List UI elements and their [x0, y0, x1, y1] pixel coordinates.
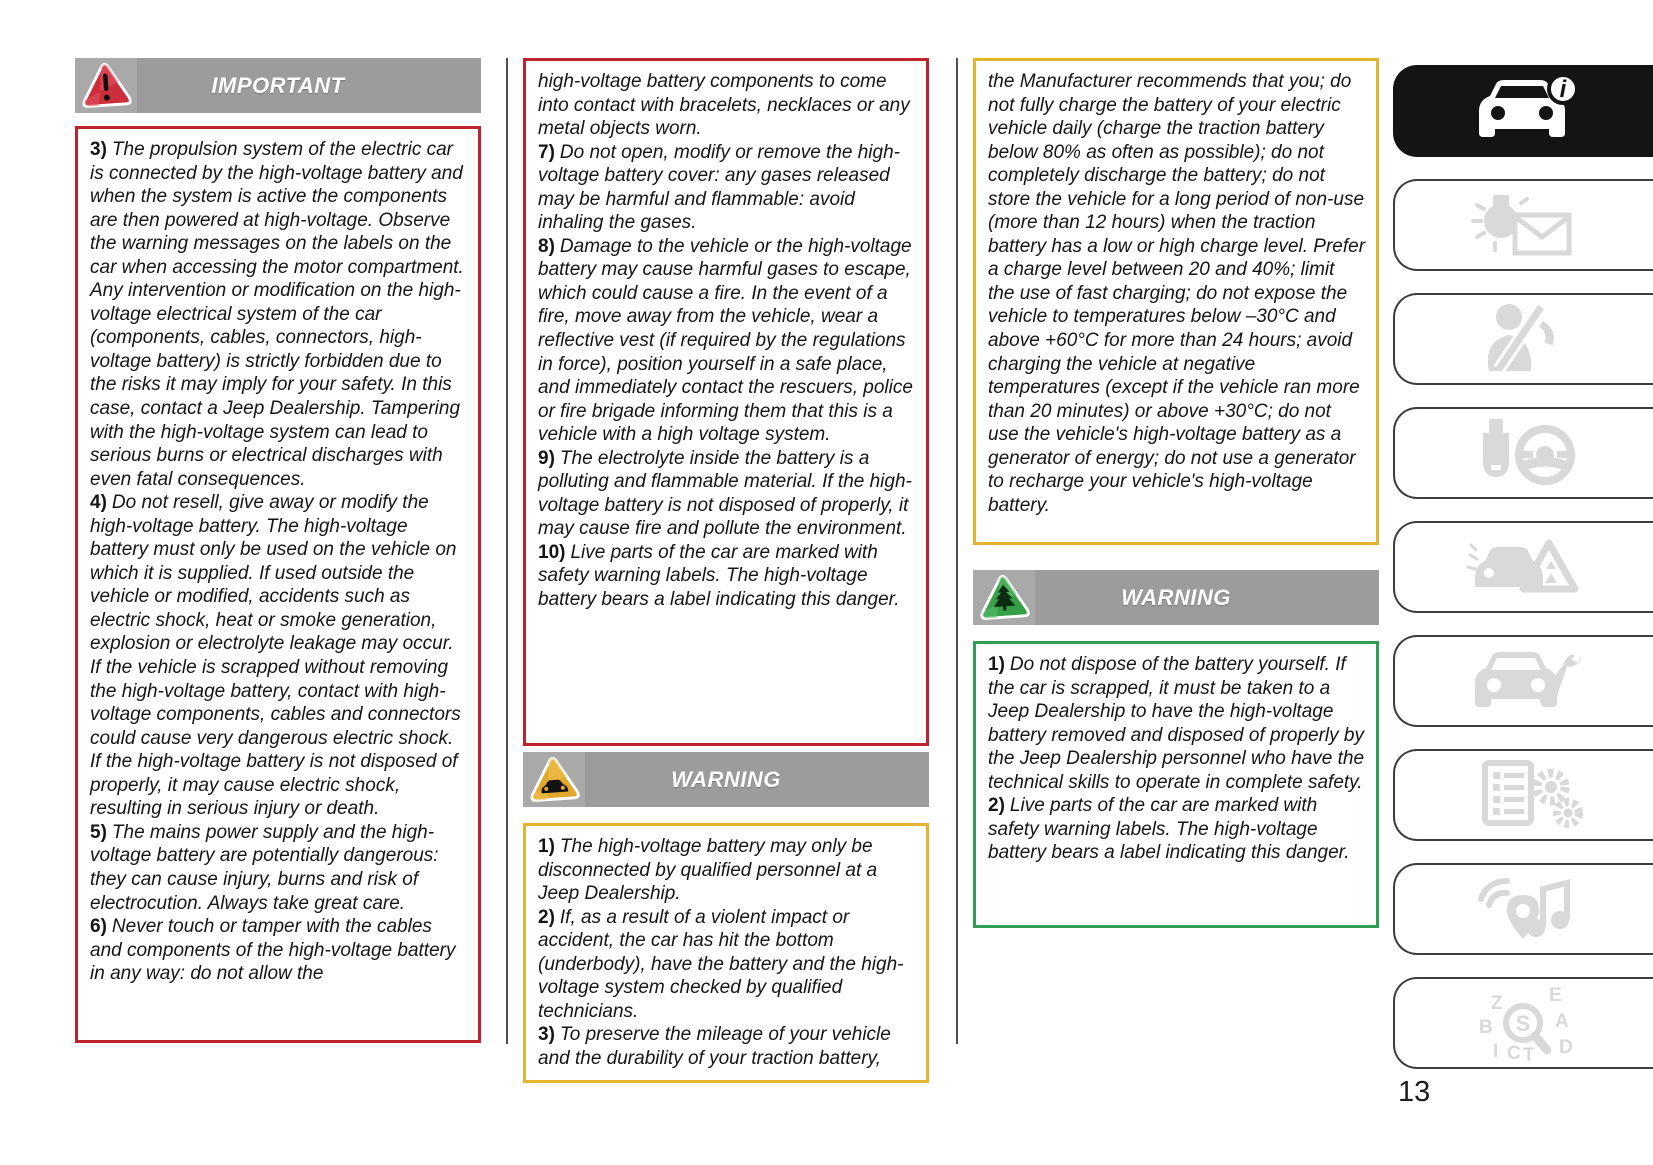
instruction-item	[90, 821, 468, 915]
warning-header-environment	[973, 570, 1379, 625]
item-number: 1)	[538, 836, 555, 857]
warning-box-vehicle-part1	[523, 823, 929, 1083]
section-title: WARNING	[1121, 584, 1231, 610]
item-text: Damage to the vehicle or the high-voltage battery may cause harmful gases to escape, which could cause a fire. In the event of a fire, move away from the vehicle, wear a reflective vest (if required by the regulations in force), position yourself in a safe place, and immediately contact the rescuers, police or fire brigade informing them that this is a vehicle with a high voltage system.	[538, 235, 913, 446]
item-text: Do not resell, give away or modify the high-voltage battery. The high-voltage battery must only be used on the vehicle on which it is supplied. If used outside the vehicle or modified, accidents such as electric shock, heat or smoke generation, explosion or electrolyte leakage may occur. If the vehicle is scrapped without removing the high-voltage battery, contact with high-voltage components, cables and connectors could cause very dangerous electric shock. If the high-voltage battery is not disposed of properly, it may cause electric shock, resulting in serious injury or death.	[90, 492, 461, 820]
svg-text:S: S	[1515, 1011, 1531, 1036]
svg-text:C: C	[1507, 1043, 1521, 1063]
column-divider	[956, 58, 958, 1044]
item-text: Live parts of the car are marked with safety warning labels. The high-voltage battery bears a label indicating this danger.	[988, 795, 1350, 864]
key-steering-wheel-icon	[1450, 413, 1600, 493]
tab-keys-messages[interactable]	[1393, 179, 1653, 271]
tab-occupant-safety[interactable]	[1393, 293, 1653, 385]
item-text: To preserve the mileage of your vehicle and the durability of your traction battery,	[538, 1024, 891, 1069]
tab-technical-data[interactable]	[1393, 749, 1653, 841]
item-number: 10)	[538, 541, 566, 563]
item-text: The electrolyte inside the battery is a polluting and flammable material. If the high-voltage battery is not disposed of properly, it may cause fire and pollute the environment.	[538, 447, 912, 540]
warning-box-environment	[973, 641, 1379, 928]
document-gears-icon	[1450, 755, 1600, 835]
item-number: 5)	[90, 821, 107, 843]
svg-text:A: A	[1555, 1011, 1569, 1032]
item-number: 9)	[538, 447, 555, 469]
item-text: Never touch or tamper with the cables and components of the high-voltage battery in any way: do not allow the	[90, 916, 456, 985]
instruction-item	[90, 491, 468, 821]
item-text: Do not dispose of the battery yourself. If the car is scrapped, it must be taken to a Jeep Dealership to have the high-voltage battery removed and disposed of properly by the Jeep Dealership personnel who have the technical skills to operate in complete safety.	[988, 654, 1365, 793]
page-number: 13	[1398, 1076, 1431, 1108]
tab-index-search[interactable]	[1393, 977, 1653, 1069]
item-text: high-voltage battery components to come into contact with bracelets, necklaces or any metal objects worn.	[538, 71, 910, 140]
svg-text:E: E	[1549, 985, 1562, 1006]
text-column-1	[75, 58, 481, 1043]
svg-text:D: D	[1559, 1037, 1573, 1058]
tab-servicing-care[interactable]	[1393, 635, 1653, 727]
warning-header-vehicle	[523, 752, 929, 807]
item-text: Live parts of the car are marked with safety warning labels. The high-voltage battery bears a label indicating this danger.	[538, 541, 900, 611]
car-crash-triangle-icon	[1450, 527, 1600, 607]
item-number: 7)	[538, 141, 555, 163]
item-number: 3)	[538, 1024, 555, 1046]
column-divider	[506, 58, 508, 1044]
instruction-item	[538, 141, 916, 235]
index-search-icon	[1450, 983, 1600, 1063]
section-title: IMPORTANT	[211, 72, 345, 98]
item-number: 2)	[538, 906, 555, 928]
item-text: If, as a result of a violent impact or accident, the car has hit the bottom (underbody), have the battery and the high-voltage system checked by qualified technicians.	[538, 906, 904, 1022]
tab-vehicle-info[interactable]	[1393, 65, 1653, 157]
svg-text:I: I	[1493, 1041, 1499, 1062]
item-text: The high-voltage battery may only be disconnected by qualified personnel at a Jeep Dealership.	[538, 836, 878, 905]
instruction-item	[988, 653, 1366, 794]
important-box-part2	[523, 58, 929, 746]
instruction-item	[988, 794, 1366, 865]
seatbelt-person-icon	[1450, 299, 1600, 379]
item-text: The propulsion system of the electric car is connected by the high-voltage battery and when the system is active the components are then powered at high-voltage. Observe the warning messages on the labels on the car when accessing the motor compartment. Any intervention or modification on the high-voltage electrical system of the car (components, cables, connectors, high-voltage battery) is strictly forbidden due to the risks it may imply for your safety. In this case, contact a Jeep Dealership. Tampering with the high-voltage system can lead to serious burns or electrical discharges with even fatal consequences.	[90, 139, 464, 490]
instruction-item	[538, 235, 916, 447]
text-column-3	[973, 58, 1379, 928]
instruction-item	[90, 138, 468, 491]
instruction-item	[538, 906, 916, 1024]
item-text: Do not open, modify or remove the high-voltage battery cover: any gases released may be harmful and flammable: avoid inhaling the gases.	[538, 141, 900, 234]
warning-box-vehicle-part2	[973, 58, 1379, 545]
item-number: 6)	[90, 916, 107, 938]
instruction-item	[988, 70, 1366, 517]
section-title: WARNING	[671, 766, 781, 792]
key-envelope-icon	[1450, 185, 1600, 265]
tab-starting-driving[interactable]	[1393, 407, 1653, 499]
instruction-item	[538, 70, 916, 141]
svg-text:T: T	[1523, 1045, 1535, 1063]
item-text: The mains power supply and the high-voltage battery are potentially dangerous: they can cause injury, burns and risk of electrocution. Always take great care.	[90, 821, 439, 914]
item-text: the Manufacturer recommends that you; do not fully charge the battery of your electric vehicle daily (charge the traction battery below 80% as often as possible); do not completely discharge the battery; do not store the vehicle for a long period of non-use (more than 12 hours) when the traction battery has a low or high charge level. Prefer a charge level between 20 and 40%; limit the use of fast charging; do not expose the vehicle to temperatures below –30°C and above +60°C for more than 24 hours; avoid charging the vehicle at negative temperatures (except if the vehicle ran more than 20 minutes) or above +30°C; do not use the vehicle's high-voltage battery as a generator of energy; do not use a generator to recharge your vehicle's high-voltage battery.	[988, 71, 1366, 516]
multimedia-location-icon	[1450, 869, 1600, 949]
instruction-item	[538, 447, 916, 541]
instruction-item	[538, 541, 916, 612]
item-number: 4)	[90, 492, 107, 514]
item-number: 8)	[538, 235, 555, 257]
car-wrench-icon	[1450, 641, 1600, 721]
tab-emergency[interactable]	[1393, 521, 1653, 613]
item-number: 3)	[90, 139, 107, 160]
instruction-item	[90, 915, 468, 986]
item-number: 2)	[988, 795, 1005, 817]
important-box-part1	[75, 126, 481, 1043]
instruction-item	[538, 1023, 916, 1070]
important-header	[75, 58, 481, 113]
svg-text:Z: Z	[1491, 993, 1503, 1014]
chapter-tab-rail	[1393, 0, 1653, 1069]
car-info-icon	[1450, 71, 1600, 151]
text-column-2	[523, 58, 929, 1083]
tab-multimedia[interactable]	[1393, 863, 1653, 955]
svg-text:B: B	[1479, 1017, 1493, 1038]
svg-text:i: i	[1559, 76, 1567, 103]
item-number: 1)	[988, 654, 1005, 675]
instruction-item	[538, 835, 916, 906]
